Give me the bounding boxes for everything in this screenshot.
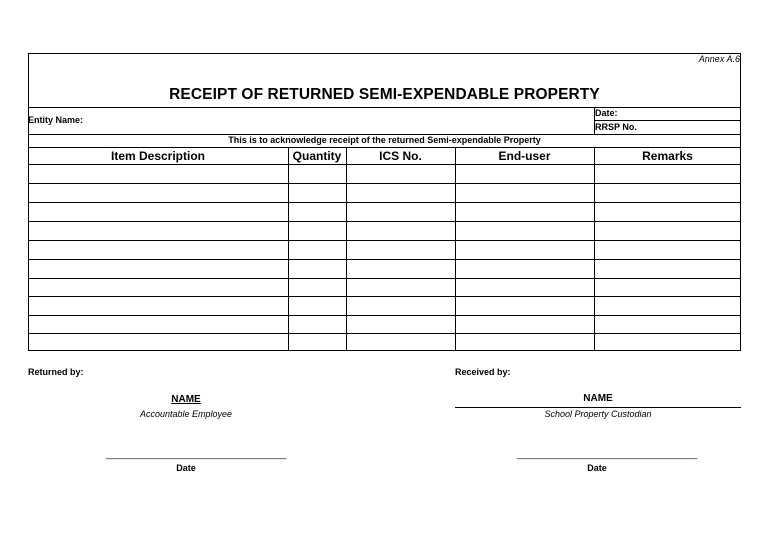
column-line-quantity <box>288 147 289 351</box>
column-line-remarks <box>594 147 595 351</box>
column-header-remarks: Remarks <box>642 149 693 163</box>
table-row <box>28 221 741 222</box>
table-row <box>28 259 741 260</box>
received-by-label: Received by: <box>455 367 511 377</box>
returned-date-label: Date <box>176 463 196 473</box>
received-date-line: ____________________________________ <box>517 449 698 459</box>
returned-role: Accountable Employee <box>139 409 233 419</box>
returned-date-line: ____________________________________ <box>106 449 287 459</box>
column-line-end-user <box>455 147 456 351</box>
acknowledge-divider <box>28 147 741 148</box>
received-signature-line <box>455 407 741 408</box>
table-row <box>28 202 741 203</box>
column-header-quantity: Quantity <box>292 149 342 163</box>
received-name: NAME <box>583 393 613 404</box>
table-row <box>28 333 741 334</box>
received-role: School Property Custodian <box>544 409 652 419</box>
table-row <box>28 240 741 241</box>
form-title: RECEIPT OF RETURNED SEMI-EXPENDABLE PROPERTY <box>169 86 600 103</box>
column-line-ics <box>346 147 347 351</box>
table-row <box>28 315 741 316</box>
returned-by-label: Returned by: <box>28 367 84 377</box>
column-header-end-user: End-user <box>498 149 551 163</box>
date-divider <box>594 120 741 121</box>
returned-name: NAME <box>171 394 201 405</box>
date-label: Date: <box>595 108 618 118</box>
table-row <box>28 183 741 184</box>
annex-label: Annex A.6 <box>698 54 740 64</box>
rrsp-label: RRSP No. <box>595 122 637 132</box>
table-header-divider <box>28 164 741 165</box>
table-row <box>28 278 741 279</box>
table-row <box>28 296 741 297</box>
entity-name-label: Entity Name: <box>28 115 84 125</box>
received-date-label: Date <box>587 463 607 473</box>
header-divider-top <box>28 107 741 108</box>
column-header-ics-no: ICS No. <box>379 149 422 163</box>
column-header-item-description: Item Description <box>110 149 206 163</box>
acknowledge-text: This is to acknowledge receipt of the returned Semi-expendable Property <box>228 135 541 145</box>
